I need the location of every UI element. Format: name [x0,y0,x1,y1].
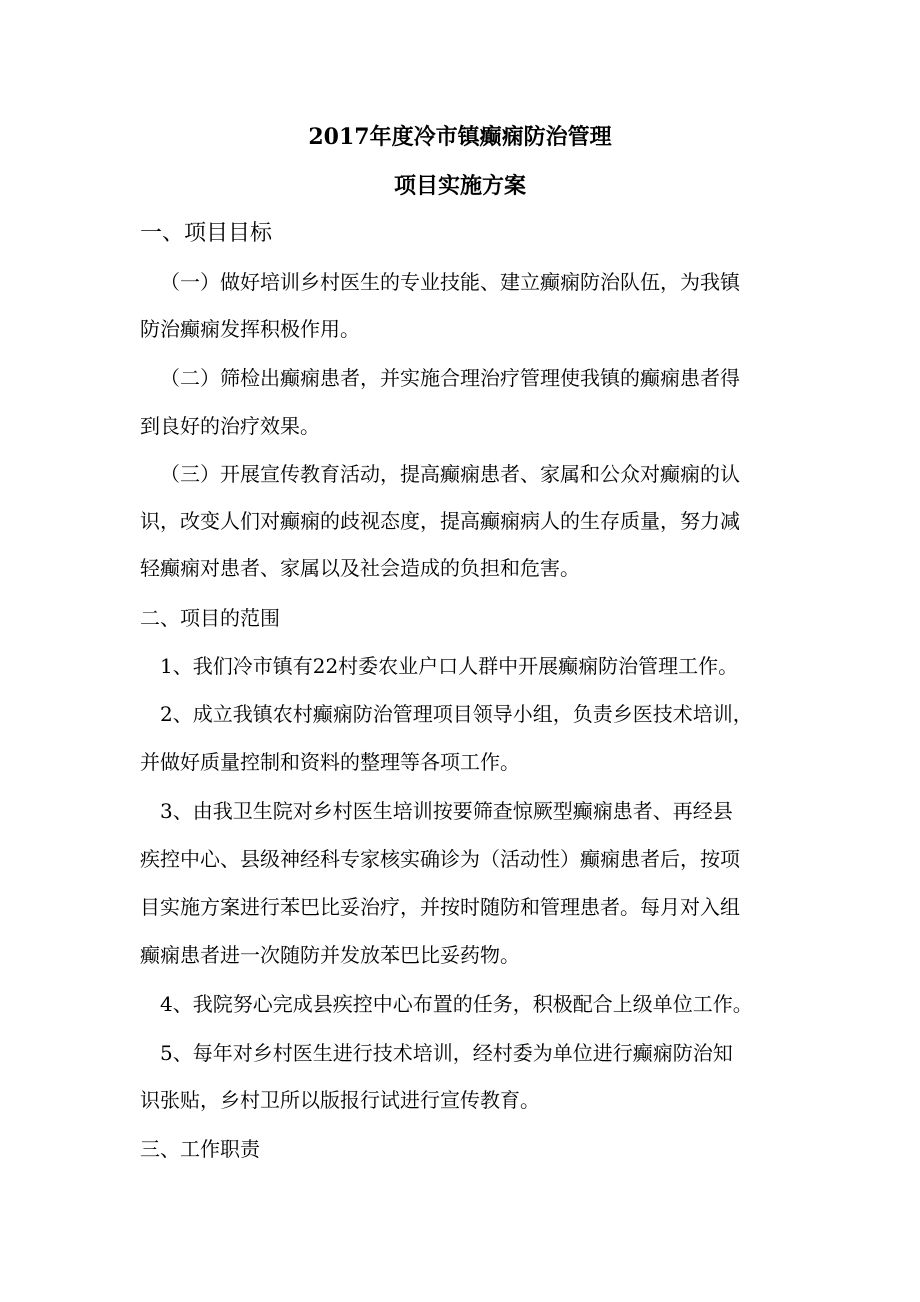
section-3-heading: 三、工作职责 [140,1137,260,1161]
paragraph-line: 2、成立我镇农村癫痫防治管理项目领导小组，负责乡医技术培训， [160,702,753,726]
paragraph-line: 到良好的治疗效果。 [140,414,320,438]
paragraph-line: （三）开展宣传教育活动，提高癫痫患者、家属和公众对癫痫的认 [160,462,740,486]
paragraph-line: 4、我院努心完成县疾控中心布置的任务，积极配合上级单位工作。 [160,992,753,1016]
paragraph-line: 癫痫患者进一次随防并发放苯巴比妥药物。 [140,943,520,967]
paragraph-line: 目实施方案进行苯巴比妥治疗，并按时随防和管理患者。每月对入组 [140,895,740,919]
paragraph-line: 并做好质量控制和资料的整理等各项工作。 [140,750,520,774]
section-2-heading: 二、项目的范围 [140,606,280,630]
paragraph-line: 轻癫痫对患者、家属以及社会造成的负担和危害。 [140,556,580,580]
document-subtitle: 项目实施方案 [393,173,526,199]
paragraph-line: 防治癫痫发挥积极作用。 [140,317,360,341]
paragraph-line: 1、我们冷市镇有22村委农业户口人群中开展癫痫防治管理工作。 [160,654,739,678]
paragraph-line: 疾控中心、县级神经科专家核实确诊为（活动性）癫痫患者后，按项 [140,847,740,871]
paragraph-line: （一）做好培训乡村医生的专业技能、建立癫痫防治队伍，为我镇 [160,270,740,294]
paragraph-line: 5、每年对乡村医生进行技术培训，经村委为单位进行癫痫防治知 [160,1041,733,1065]
section-1-heading: 一、项目目标 [140,221,273,246]
paragraph-line: 3、由我卫生院对乡村医生培训按要筛查惊厥型癫痫患者、再经县 [160,799,733,823]
document-title: 2017年度冷市镇癫痫防治管理 [308,124,612,150]
paragraph-line: 识，改变人们对癫痫的歧视态度，提高癫痫病人的生存质量，努力减 [140,509,740,533]
paragraph-line: （二）筛检出癫痫患者，并实施合理治疗管理使我镇的癫痫患者得 [160,366,740,390]
paragraph-line: 识张贴，乡村卫所以版报行试进行宣传教育。 [140,1088,540,1112]
